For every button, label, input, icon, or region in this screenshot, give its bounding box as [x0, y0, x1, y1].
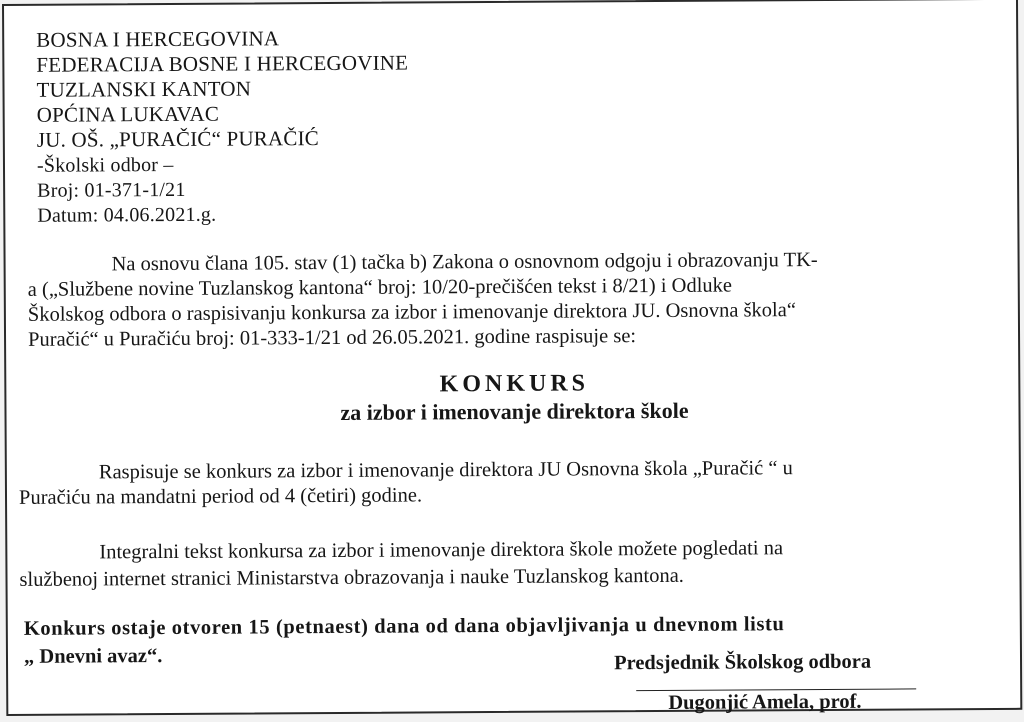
body-para3-line2: „ Dnevni avaz“. — [23, 645, 163, 668]
header-canton: TUZLANSKI KANTON — [36, 76, 252, 102]
body-para2-line2: službenoj internet stranici Ministarstva obrazovanja i nauke Tuzlanskog kantona. — [19, 564, 684, 591]
document-title: KONKURS — [439, 370, 590, 398]
intro-line-3: Školskog odbora o raspisivanju konkursa za izbor i imenovanje direktora JU. Osnovna škola“ — [27, 299, 796, 326]
body-para1-line1: Raspisuje se konkurs za izbor i imenovanje direktora JU Osnovna škola „Puračić “ u — [98, 457, 793, 484]
signature-name: Dugonjić Amela, prof. — [668, 690, 862, 714]
header-country: BOSNA I HERCEGOVINA — [36, 26, 280, 52]
intro-line-1: Na osnovu člana 105. stav (1) tačka b) Zakona o osnovnom odgoju i obrazovanju TK- — [111, 249, 818, 276]
header-municipality: OPĆINA LUKAVAC — [36, 101, 220, 127]
header-board: -Školski odbor – — [36, 153, 174, 177]
header-number: Broj: 01-371-1/21 — [37, 178, 186, 202]
body-para3-line1: Konkurs ostaje otvoren 15 (petnaest) dana od dana objavljivanja u dnevnom listu — [23, 613, 785, 640]
intro-line-4: Puračić“ u Puračiću broj: 01-333-1/21 od 26.05.2021. godine raspisuje se: — [27, 325, 637, 351]
document-subtitle: za izbor i imenovanje direktora škole — [340, 397, 689, 425]
signature-role: Predsjednik Školskog odbora — [613, 650, 872, 675]
header-school: JU. OŠ. „PURAČIĆ“ PURAČIĆ — [36, 126, 320, 152]
body-para1-line2: Puračiću na mandatni period od 4 (četiri) godine. — [18, 484, 423, 509]
header-federation: FEDERACIJA BOSNE I HERCEGOVINE — [36, 50, 409, 77]
document-page — [2, 0, 1022, 716]
header-date: Datum: 04.06.2021.g. — [37, 203, 217, 227]
intro-line-2: a („Službene novine Tuzlanskog kantona“ broj: 10/20-prečišćen tekst i 8/21) i Odluke — [27, 274, 733, 301]
body-para2-line1: Integralni tekst konkursa za izbor i imenovanje direktora škole možete pogledati na — [99, 537, 784, 564]
